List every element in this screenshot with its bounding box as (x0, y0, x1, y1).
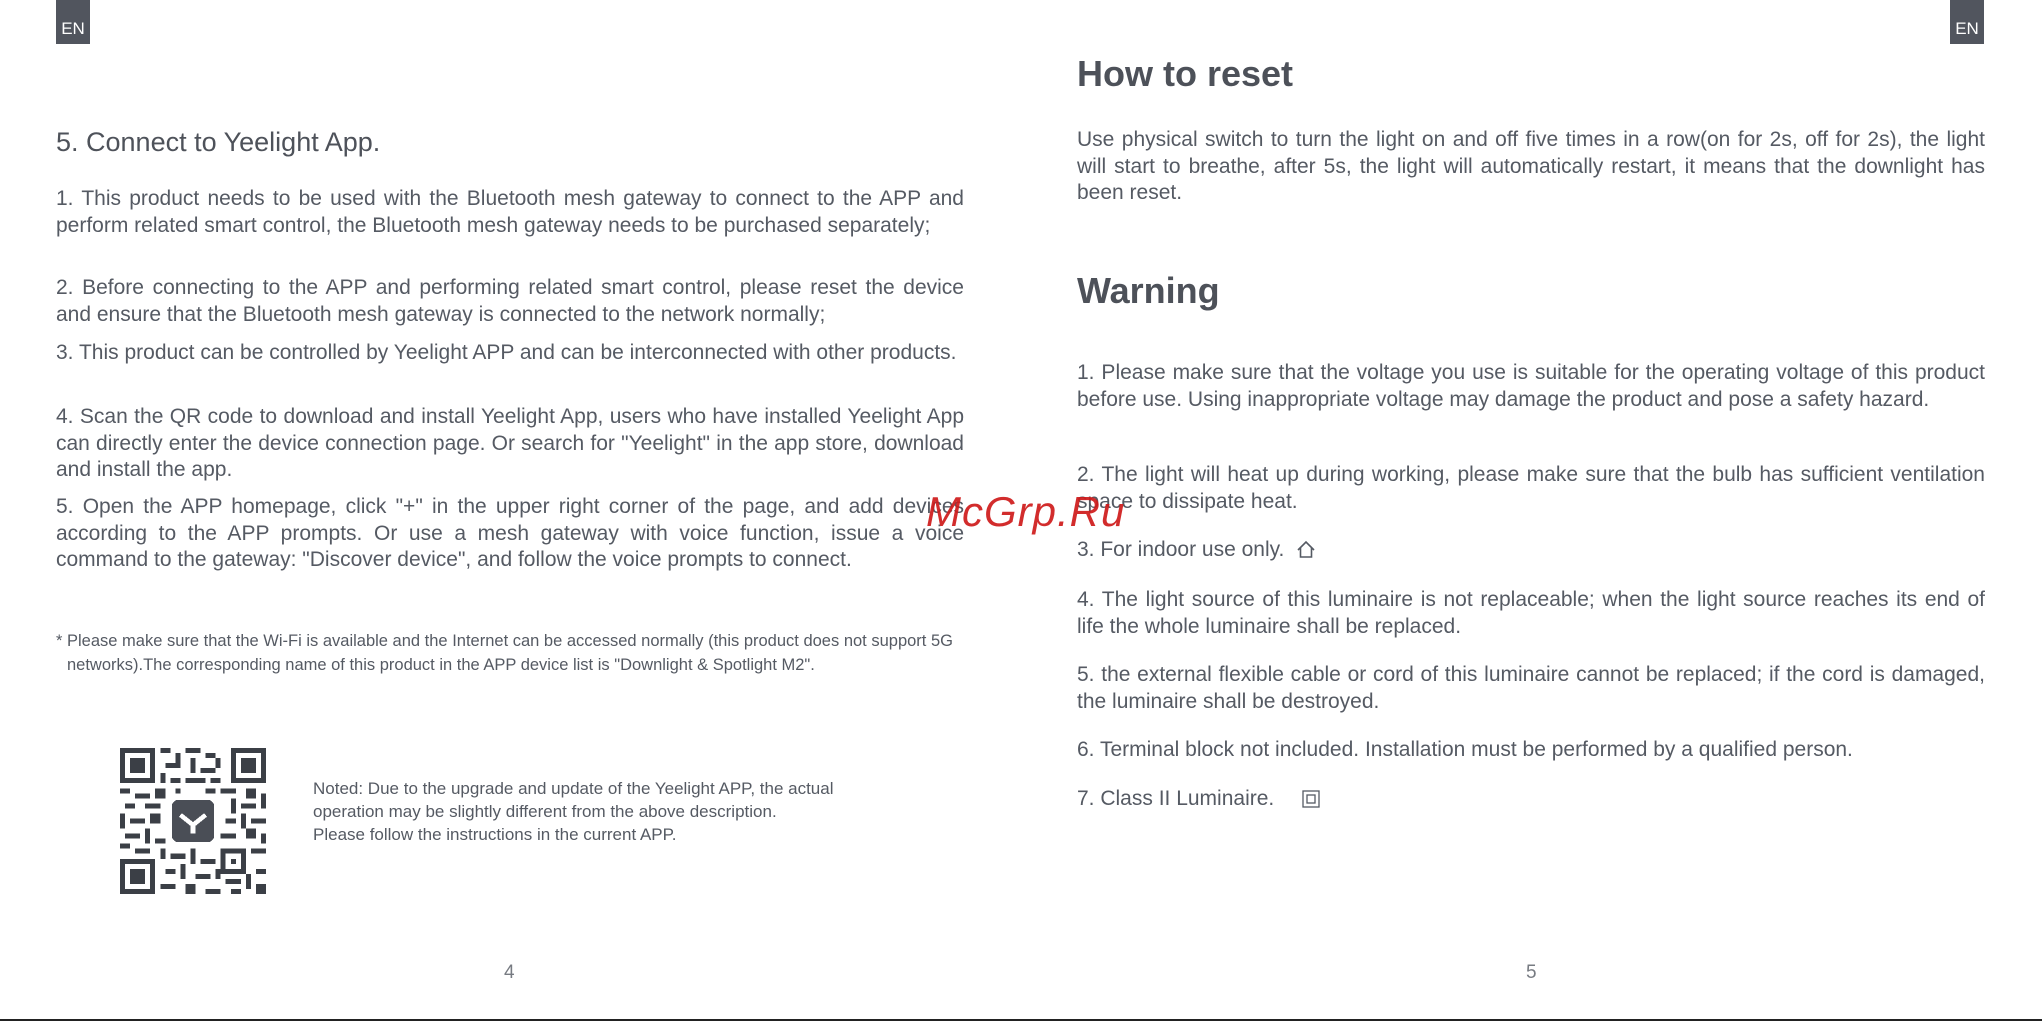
language-tab: EN (56, 0, 90, 44)
section-title: 5. Connect to Yeelight App. (56, 127, 381, 157)
step-4: 4. Scan the QR code to download and install Yeelight App, users who have installed Yeelight App can directly enter the device connection page. Or search for "Yeelight" in the app store, download and install the app. (56, 405, 964, 481)
language-tab: EN (1950, 0, 1984, 44)
step-3: 3. This product can be controlled by Yeelight APP and can be interconnected with other products. (56, 341, 957, 364)
warning-1: 1. Please make sure that the voltage you use is suitable for the operating voltage of this product before use. Using inappropriate voltage may damage the product and pose a safety hazard. (1077, 361, 1985, 411)
step-2: 2. Before connecting to the APP and performing related smart control, please reset the device and ensure that the Bluetooth mesh gateway is connected to the network normally; (56, 276, 964, 326)
right-page (1021, 0, 2042, 1021)
page-number: 5 (1526, 962, 1537, 983)
footnote: * Please make sure that the Wi-Fi is available and the Internet can be accessed normally (this product does not support 5G networks).The corresponding name of this product in the APP device list is "Downlight & Spotlight M2". (56, 632, 953, 674)
warning-7-text: 7. Class II Luminaire. (1077, 787, 1275, 810)
watermark: McGrp.Ru (926, 488, 1126, 535)
warning-title: Warning (1077, 270, 1220, 311)
double-square-icon (1302, 790, 1320, 808)
warning-6: 6. Terminal block not included. Installation must be performed by a qualified person. (1077, 738, 1853, 761)
reset-title: How to reset (1077, 53, 1294, 94)
note-line-3: Please follow the instructions in the current APP. (313, 825, 677, 844)
step-1: 1. This product needs to be used with the Bluetooth mesh gateway to connect to the APP and perform related smart control, the Bluetooth mesh gateway needs to be purchased separately; (56, 187, 964, 237)
step-5: 5. Open the APP homepage, click "+" in the upper right corner of the page, and add devices according to the APP prompts. Or use a mesh gateway with voice function, issue a voice command to the gateway: "Discover device", and follow the voice prompts to connect. (56, 495, 964, 571)
house-outline-icon (1296, 540, 1316, 560)
note-line-1: Noted: Due to the upgrade and update of the Yeelight APP, the actual (313, 779, 834, 798)
qr-code-icon (120, 748, 266, 894)
warning-7 (1077, 786, 1985, 813)
warning-3 (1077, 537, 1985, 564)
warning-5: 5. the external flexible cable or cord of this luminaire cannot be replaced; if the cord is damaged, the luminaire shall be destroyed. (1077, 663, 1985, 713)
warning-4: 4. The light source of this luminaire is not replaceable; when the light source reaches its end of life the whole luminaire shall be replaced. (1077, 588, 1985, 638)
note-line-2: operation may be slightly different from the above description. (313, 802, 777, 821)
page-number: 4 (504, 962, 515, 983)
warning-2: 2. The light will heat up during working, please make sure that the bulb has sufficient ventilation space to dissipate heat. (1077, 463, 1985, 513)
reset-text: Use physical switch to turn the light on and off five times in a row(on for 2s, off for 2s), the light will start to breathe, after 5s, the light will automatically restart, it means that the downlight has been reset. (1077, 128, 1985, 204)
warning-3-text: 3. For indoor use only. (1077, 538, 1285, 561)
